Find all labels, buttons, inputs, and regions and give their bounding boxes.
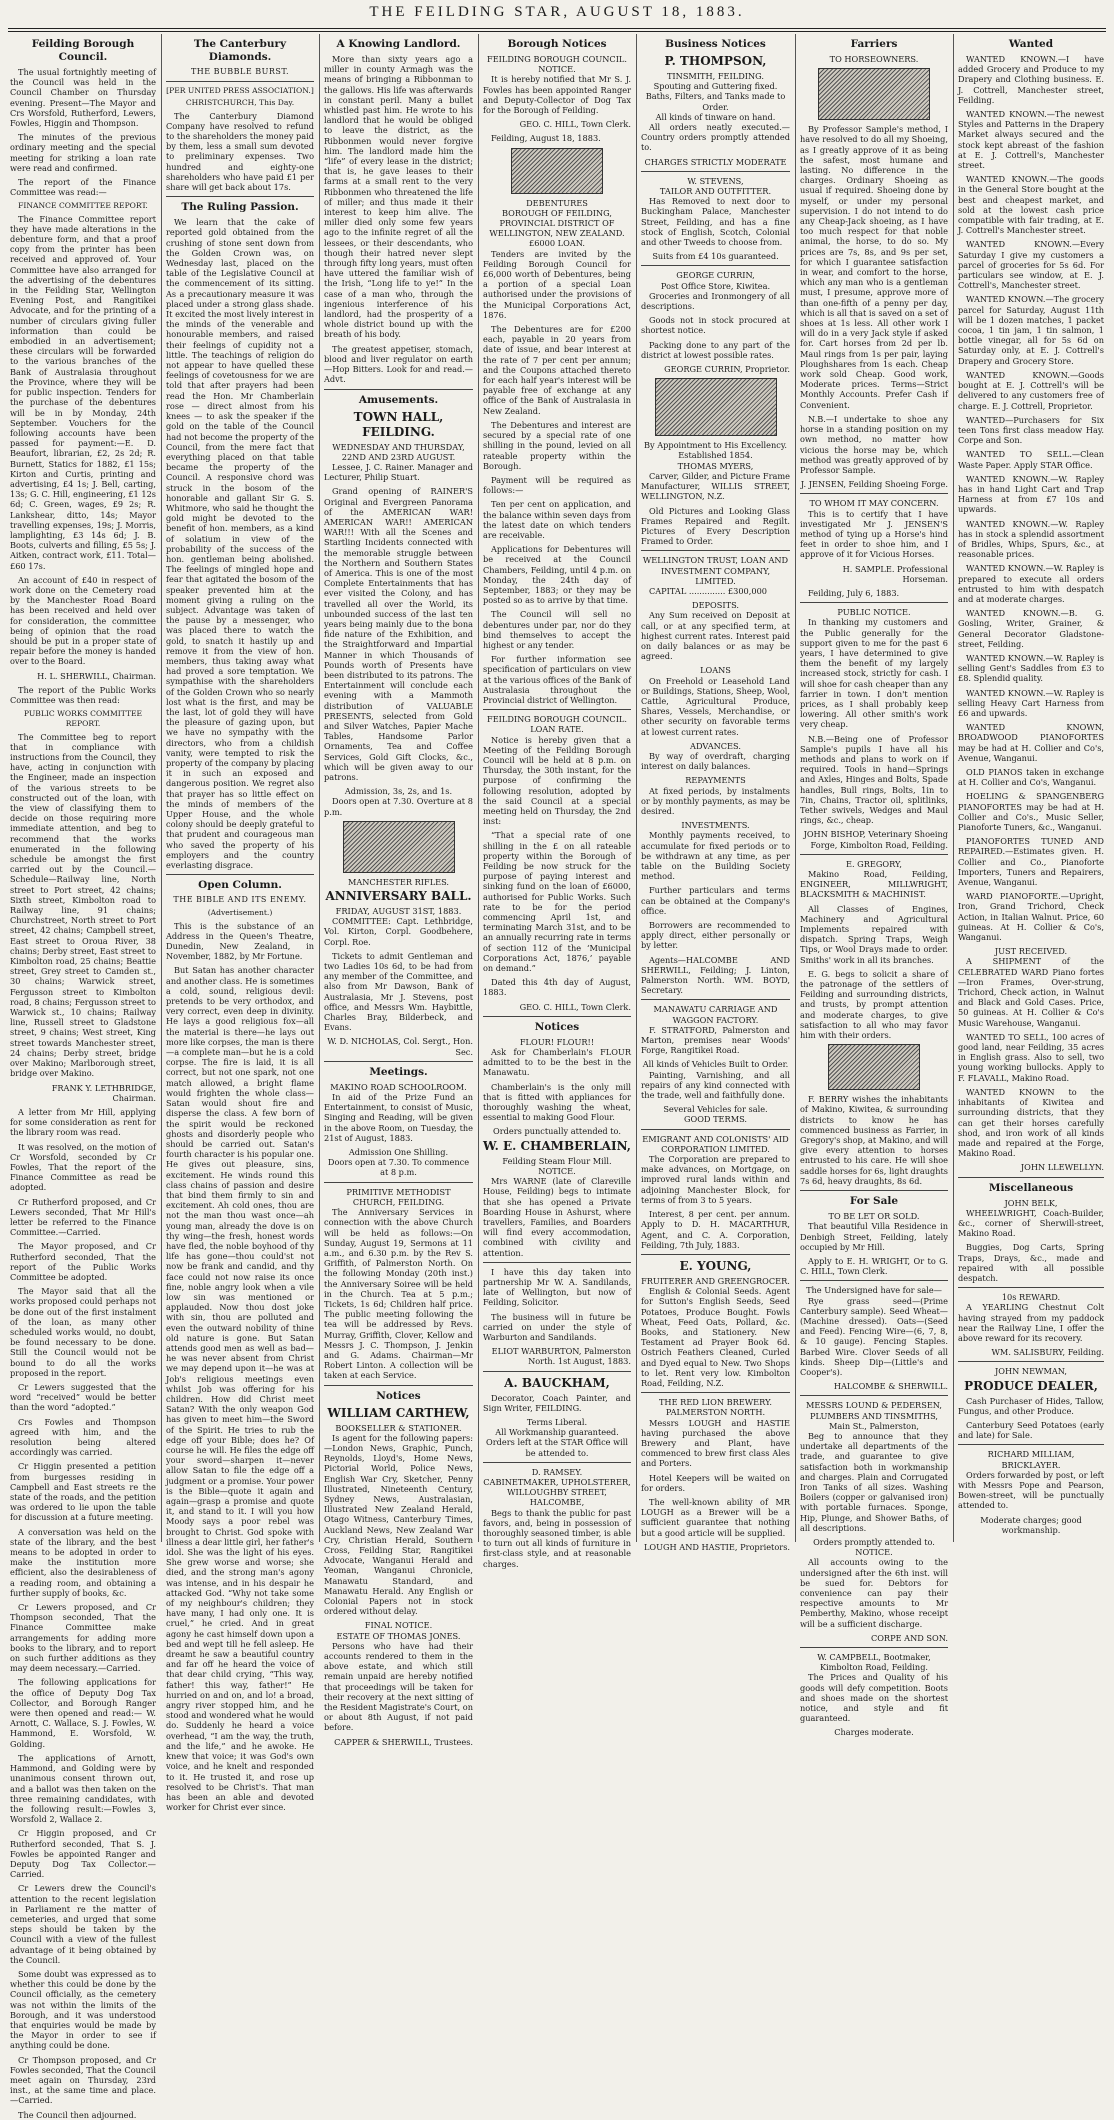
small-caption: PUBLIC WORKS COMMITTEE REPORT. [23,709,143,729]
centered-line: WELLINGTON TRUST, LOAN AND INVESTMENT COMPANY, LIMITED. [642,555,789,586]
centered-line: TINSMITH, FEILDING. [666,71,765,81]
centered-line: JOHN NEWMAN, [995,1366,1067,1377]
paragraph: The Council will sell no debentures under par, nor do they bind themselves to accept the highest or any tender. [483,609,631,650]
centered-line: LOAN RATE. [530,724,584,735]
paragraph: N.B.—I undertake to shoe any horse in a standing position on my own method, no matter how vicious the horse may be, which method was greatly approved of by Professor Sample. [800,413,948,475]
display-line: PRODUCE DEALER, [964,1378,1098,1393]
signature-line: J. JENSEN, Feilding Shoeing Forge. [800,479,948,490]
column-divider [478,34,479,1542]
separator-rule [958,1287,1104,1288]
display-line: P. THOMPSON, [664,54,767,68]
centered-line: ESTATE OF THOMAS JONES. [336,1630,461,1641]
paragraph: The greatest appetiser, stomach, blood and liver regulator on earth—Hop Bitters. Look for and read.—Advt. [324,343,473,385]
section-heading: Farriers [850,38,898,50]
paragraph: A YEARLING Chestnut Colt having strayed from my paddock near the Railway Line, I offer the above reward for its recovery. [958,1302,1104,1343]
centered-line: NOTICE. [538,64,576,75]
centered-line: All Workmanship guaranteed. [495,1427,619,1438]
centered-line: INVESTMENTS. [681,820,750,831]
paragraph: Rye grass seed—(Prime Canterbury sample). Seed Wheat—(Machine dressed). Oats—(Seed and Feed). Fencing Wire—(6, 7, 8, & 10 gauge). Fencing Staples. Barbed Wire. Clover Seeds of all kinds. Sheep Dip—(Little's and Cooper's). [800,1295,948,1377]
centered-line: FRUITERER AND GREENGROCER. [641,1275,790,1286]
engraving-image [511,148,603,194]
separator-rule [641,265,790,266]
column-3 [324,36,473,1747]
centered-line: REPAYMENTS [685,775,746,786]
masthead-rule-bottom [8,31,1106,32]
centered-line: D. RAMSEY. [531,1466,583,1477]
small-caption: CHRISTCHURCH, This Day. [185,98,295,108]
paragraph: Cr Lewers suggested that the word “received” would be better than the word “adopted.” [10,1381,156,1413]
centered-line: All kinds of tinware on hand. [655,111,776,122]
paragraph: By way of overdraft, charging interest on daily balances. [641,750,790,772]
centered-line: E. GREGORY, [846,858,902,869]
centered-line: JUST RECEIVED. [994,946,1068,957]
paragraph: By Professor Sample's method, I have resolved to do all my Shoeing, as I greatly approve of it as being the safest, most humane and lasting. No difference in the charges. Ordinary Shoeing as usual if required. Shoeing done by myself, or under my personal supervision. I do not intend to do any Cheap-Jack shoeing, as I have too much respect for that noble animal, the horse, to do so. My prices are 7s, 8s, and 9s per set, for which I guarantee satisfaction in wear, and comfort to the horse, which any man who is a gentleman must, I presume, approve more of than one-fifth of a penny per day, which is all that is saved on a set of shoes at 1s less. All other work I will do in a very Jack style if asked for. Cart horses from 2d per lb. Maul rings from 1s per pair, laying Ploughshares from 1s each. Cheap work sold Cheap. Good work, Moderate prices. Terms—Strict Monthly Accounts. Prefer Cash if Convenient. [800,124,948,410]
column-divider [161,34,162,1542]
centered-line: Admission One Shilling. [348,1147,449,1158]
centered-line: W. STEVENS, [687,175,744,186]
centered-line: Orders promptly attended to. [813,1536,935,1547]
paragraph: Goods not in stock procured at shortest notice. [641,315,790,336]
section-heading: For Sale [849,1195,899,1208]
centered-line: All kinds of Vehicles Built to Order. [642,1059,789,1070]
centered-line: TO BE LET OR SOLD. [828,1211,920,1222]
paragraph: Hotel Keepers will be waited on for orders. [641,1472,790,1493]
paragraph: WANTED KNOWN to the inhabitants of Kiwitea and surrounding districts, that they can get their horses carefully shod, and iron work of all kinds made and repaired at the Forge, Makino Road. [958,1086,1104,1159]
signature-line: H. L. SHERWILL, Chairman. [37,670,156,681]
paragraph: PIANOFORTES TUNED AND REPAIRED.—Estimates given. H. Collier and Co., Pianoforte Importers, Tuners and Repairers, Avenue, Wanganui. [958,836,1104,888]
paragraph: Any Sum received on Deposit at call, or at any specified term, at highest current rates. Interest paid on daily balances or as may be agreed. [641,610,790,662]
centered-line: Charges moderate. [834,1727,914,1738]
paragraph: The report of the Finance Committee was read:— [10,177,156,198]
paragraph: WANTED KNOWN, BROADWOOD PIANOFORTES may be had at H. Collier and Co's, Avenue, Wanganui. [958,722,1104,763]
centered-line: GOOD TERMS. [683,1114,748,1125]
separator-rule [324,389,473,390]
paragraph: Lessee, J. C. Rainer. Manager and Lecturer, Philip Stuart. [324,461,473,483]
paragraph: But Satan has another character and another class. He is sometimes a cold, sound, religious devil: pretends to be very orthodox, and very correct, even deep in divinity. He lays a good religious fox—all the material is there—he lays out more like corpses, the man is there—a complete man—but he is a cold corpse. The fire is laid, it is all correct, but not one spark, not one match allowed, a bright flame would frighten the whole class—Satan would shout fire and disperse the class. A few born of the spirit would be reckoned ghosts and disorderly people who should be carried out. Satan's fourth character is his popular one. He gives out pleasure, sins, excitement. He winds round this class chains of passion and desire that bind them firmly to sin and excitement. Ah cold ones, thou are not the man thou wast once—ah young man, already the dove is on thy wing—the fresh, honest words have fled, the noble boyhood of thy life has gone—thou could'st not now be frank and candid, and thy face could not now raise its once fine, noble angry look when a vile low sin was mentioned or applauded. Now thou dost joke with sin, thou are polluted and even the outward nobility of thine old nature is gone. But Satan attends good men as well as bad—he was never absent from Christ we may depend upon it—he was at Job's religious meetings even whilst Job was offering for his children. How did Christ meet Satan? With the only weapon God has given to meet him—the Sword of the Spirit. He tries to rub the edge off your Bible; does he? Of course he will. He files the edge off your sword—sharpen it—never allow Satan to file the edge off a judgment or a promise. Your power is the Bible—quote it again and again—grasp a promise and quote it, and stand to it. I will you how Moody says a poor rebel was brought to Christ. God spoke with illness a dear little girl, her father's idol. She was the light of his eyes. She grew worse and worse; she died, and the strong man's agony was intense, and in his despair he attacked God. “Why not take some of my neighbour's children; they have many, I had only one. It is cruel,” he cried. And in great agony he cast himself down upon a bed and wept till he fell asleep. He dreamt he saw a beautiful country and far off he heard the voice of that dear child crying, “This way, father! this way, father!” He hurried on and on, and lo! a broad, angry river stopped him, and he stood and wondered what he would do. Suddenly he heard a voice overhead, “I am the way, the truth, and the life,” and he awoke. He knew that voice; it was God's own voice, and he knelt and responded to it. He trusted it, and rose up resolved to be Christ's. That man has been an able and devoted worker for Christ ever since. [166,965,314,1813]
paragraph: This is to certify that I have investigated Mr J. JENSEN'S method of tying up a Horse's hind feet in order to shoe him, and I approve of it for Vicious Horses. [800,508,948,560]
paragraph: We learn that the cake of reported gold obtained from the crushing of stone sent down from the Golden Crown was, on Wednesday last, placed on the table of the Legislative Council at the commencement of its sitting. As a precautionary measure it was placed under a strong glass shade. It excited the most lively interest in the minds of the venerable and honourable members, and raised their feelings of cupidity not a little. The teachings of religion do not appear to have quelled these feelings of covetousness for we are told that after prayers had been read the Hon. Mr Chamberlain rose — direct almost from his knees — to ask the speaker if the gold on the table of the Council had not become the property of the Council, from the mere fact that everything placed on that table became the property of the Council. A responsive chord was struck in the bosom of the honorable and gallant Sir G. S. Whitmore, who said he thought the gold might be devoted to the benefit of hon. members, as a kind of solatium in view of the probability of the success of the hon. gentleman being abolished. The feelings of mingled hope and fear that agitated the bosom of the speaker prevented him at the moment giving a ruling on the subject. Advantage was taken of the pause by a messenger, who was placed there to watch the gold, to snatch it hastily up and remove it from the view of hon. members, thus taking away what had proved a sore temptation. We sympathise with the shareholders of the Golden Crown who so nearly lost what is the first, and may be the last, lot of gold they will have the pleasure of gazing upon, but we have no sympathy with the directors, who from a childish vanity, were tempted to risk the property of the company by placing it in such an exposed and dangerous position. We regret also that prayer has so little effect on the minds of members of the Upper House, and the whole colony should be deeply grateful to that prudent and courageous man who saved the property of his employers and the country everlasting disgrace. [166,217,315,871]
paragraph: The following applications for the office of Deputy Dog Tax Collector, and Borough Ranger were then opened and read:— W. Arnott, C. Wallace, S. J. Fowles, W. Hammond, E. Worsfold, W. Golding. [10,1677,156,1749]
column-4 [483,36,631,1569]
centered-line: PALMERSTON NORTH. [665,1407,766,1418]
centered-line: W. CAMPBELL, Bootmaker, Kimbolton Road, Feilding. [817,1652,931,1673]
signature-line: HALCOMBE & SHERWILL. [833,1381,948,1392]
paragraph: Some doubt was expressed as to whether this could be done by the Council officially, as the cemetery was not within the limits of the Borough, and it was understood that enquiries would be made by the Mayor in order to see if anything could be done. [10,1968,156,2051]
separator-rule [483,1371,631,1372]
paragraph: Ask for Chamberlain's FLOUR admitted to to be the best in the Manawatu. [483,1047,631,1078]
paragraph: Tenders are invited by the Feilding Borough Council for £6,000 worth of Debentures, being a portion of a special Loan authorised under the provisions of the Municipal Corporations Act, 1876. [483,248,631,320]
paragraph: Agents—HALCOMBE AND SHERWILL, Feilding; J. Linton, Palmerston North. WM. BOYD, Secretary. [641,954,790,996]
centered-line: Moderate charges; good workmanship. [980,1514,1082,1535]
paragraph: The Committee beg to report that in compliance with instructions from the Council, they have, acting in conjunction with the Engineer, made an inspection of the various streets to be constructed out of the loan, with the view of classifying them to decide on those requiring more immediate attention, and beg to recommend that the works enumerated in the following schedule be amongst the first carried out by the Council.—Schedule—Railway line, North street to Port street, 42 chains; Sixth street, Kimbolton road to Railway line, 91 chains; Churchstreet, North street to Port street, 42 chains; Campbell street, East street to Oroua River, 38 chains; Derby street, East street to Kimbolton road, 25 chains; Beattie street, Grey street to Camden st., 30 chains; Warwick street, Fergusson street to Kimbolton road, 8 chains; Fergusson street to Warwick st., 10 chains; Railway line, Russell street to Gladstone street, 9 chains; West street, King street towards Manchester street, 24 chains; Derby street, bridge over Makino; Marlborough street, bridge over Makino. [10,731,156,1079]
signature-line: ELIOT WARBURTON, Palmerston North. 1st August, 1883. [491,1346,631,1367]
separator-rule [800,1280,948,1281]
paragraph: F. BERRY wishes the inhabitants of Makino, Kiwitea, & surrounding districts to know he has commenced business as Farrier, in Gregory's shop, at Makino, and will give every attention to horses entrusted to his care. He will shoe saddle horses for 6s, light draughts 7s 6d, heavy draughts, 8s 6d. [800,1094,948,1186]
paragraph: Cr Thompson proposed, and Cr Fowles seconded, That the Council meet again on Thursday, 23rd inst., at the same time and place.—Carried. [10,2054,156,2106]
paragraph: Buggies, Dog Carts, Spring Traps, Drays, &c., made and repaired with all possible despatch. [958,1242,1104,1283]
separator-rule [166,81,314,82]
paragraph: Mrs WARNE (late of Clareville House, Feilding) begs to intimate that she has opened a Private Boarding House in Ashurst, where travellers, Families, and Boarders will find every accommodation, combined with civility and attention. [483,1176,631,1258]
small-caption: (Advertisement.) [207,908,273,918]
paragraph: Orders forwarded by post, or left with Messrs Pope and Pearson, Bowen-street, will be punctually attended to. [958,1469,1104,1511]
separator-rule [483,1462,631,1463]
signature-line: GEORGE CURRIN, Proprietor. [664,364,790,375]
paragraph: I have this day taken into partnership Mr W. A. Sandilands, late of Wellington, but now of Feilding, Solicitor. [483,1266,631,1308]
separator-rule [958,1177,1104,1178]
separator-rule [800,1647,948,1648]
centered-line: TO WHOM IT MAY CONCERN. [809,498,939,509]
display-line: W. E. CHAMBERLAIN, [483,1138,631,1153]
separator-rule [641,171,790,172]
paragraph: Interest, 8 per cent. per annum. Apply to D. H. MACARTHUR, Agent, and C. A. Corporation, Feilding, 7th July, 1883. [641,1209,790,1250]
paragraph: The Mayor proposed, and Cr Rutherford seconded, That the report of the Public Works Committee be adopted. [10,1241,156,1282]
centered-line: MAKINO ROAD SCHOOLROOM. [330,1081,467,1092]
centered-line: Admission, 3s, 2s, and 1s. [344,786,453,797]
paragraph: A conversation was held on the state of the library, and the best means to be adopted in order to make the institution more efficient, also the desirableness of a reading room, and obtaining a further supply of books, &c. [10,1526,156,1598]
column-divider [636,34,637,1542]
subheading: THE BIBLE AND ITS ENEMY. [173,895,307,905]
centered-line: GEORGE CURRIN, [676,270,755,281]
paragraph: All accounts owing to the undersigned after the 6th inst. will be sued for. Debtors for convenience can pay their respective amounts to Mr Pemberthy, Makino, whose receipt will be a sufficient discharge. [800,1557,948,1629]
centered-line: £6000 LOAN. [529,238,585,249]
paragraph: WANTED KNOWN.—The grocery parcel for Saturday, August 11th will be 1 dozen matches, 1 packet cocoa, 1 tin jam, 1 tin salmon, 1 bottle vinegar, all for 5s 6d on Saturday only, at E. J. Cottrell's Drapery and Grocery Store. [958,294,1104,366]
paragraph: A SHIPMENT of the CELEBRATED WARD Piano fortes—Iron Frames, Over-strung, Trichord, Check action, in Walnut and Black and Gold Cases. Price, 50 guineas. At H. Collier & Co's Music Warehouse, Wanganui. [958,956,1104,1028]
paragraph: A letter from Mr Hill, applying for some consideration as rent for the library room was read. [10,1106,156,1138]
centered-line: MANCHESTER RIFLES. [347,876,450,887]
centered-line: DEPOSITS. [692,600,739,611]
paragraph: Ten per cent on application, and the balance within seven days from the latest date on which tenders are receivable. [483,499,631,540]
paragraph: Painting, Varnishing, and all repairs of any kind connected with the trade, well and faithfully done. [641,1069,790,1101]
centered-line: Orders left at the STAR Office will be attended to. [486,1437,628,1458]
paragraph: Cr Rutherford proposed, and Cr Lewers seconded, That Mr Hill's letter be referred to the Finance Committee.—Carried. [10,1196,156,1238]
separator-rule [324,1182,473,1183]
centered-line: TO HORSEOWNERS. [829,54,919,64]
paragraph: Decorator, Coach Painter, and Sign Writer, FEILDING. [483,1392,631,1413]
signature-line: GEO. C. HILL, Town Clerk. [519,119,631,130]
paragraph: Further particulars and terms can be obtained at the Company's office. [641,885,790,916]
paragraph: At fixed periods, by instalments or by monthly payments, as may be desired. [641,785,790,816]
paragraph: Notice is hereby given that a Meeting of the Feilding Borough Council will be held at 8 p.m. on Thursday, the 30th instant, for the purpose of confirming the following resolution, adopted by the said Council at a special meeting held on Thursday, the 2nd inst: [483,734,631,827]
paragraph: E. G. begs to solicit a share of the patronage of the settlers of Feilding and surrounding districts, and trusts, by prompt attention and moderate charges, to give satisfaction to all who may favor him with their orders. [800,968,948,1041]
separator-rule [641,999,790,1000]
centered-line: The Undersigned have for sale— [806,1285,942,1296]
small-caption: FINANCE COMMITTEE REPORT. [18,201,148,211]
paragraph: Carver, Gilder, and Picture Frame Manufacturer, WILLIS STREET, WELLINGTON, N.Z. [641,470,790,502]
centered-line: CABINETMAKER, UPHOLSTERER, WILLOUGHBY STREET, HALCOMBE, [483,1476,631,1508]
display-line: A. BAUCKHAM, [504,1375,610,1390]
separator-rule [641,1392,790,1393]
paragraph: Chamberlain's is the only mill that is fitted with appliances for thoroughly washing the wheat, essential to making Good Flour. [483,1081,631,1123]
separator-rule [166,196,314,197]
paragraph: Cash Purchaser of Hides, Tallow, Fungus, and other Produce. [958,1395,1104,1416]
centered-line: By Appointment to His Excellency. Established 1854. [643,440,788,461]
paragraph: WANTED KNOWN.—The goods in the General Store bought at the best and cheapest market, and sold at the lowest cash price compatible with fair trading, at E. J. Cottrell's Manchester street. [958,174,1104,236]
paragraph: Applications for Debentures will be received at the Council Chambers, Feilding, until 4 p.m. on Monday, the 24th day of September, 1883; or they may be posted so as to arrive by that time. [483,544,631,606]
section-heading: Notices [534,1020,580,1033]
paragraph: The usual fortnightly meeting of the Council was held in the Council Chamber on Thursday evening. Present—The Mayor and Crs Worsfold, Rutherford, Lewers, Fowles, Higgin and Thompson. [10,67,156,129]
paragraph: The well-known ability of MR LOUGH as a Brewer will be a sufficient guarantee that nothing but a good article will be supplied. [641,1496,790,1538]
section-heading: Business Notices [665,38,766,50]
paragraph: All Classes of Engines, Machinery and Agricultural Implements repaired with dispatch. Spring Traps, Weigh Tips, or Wool Drays made to order. Smiths' work in all its branches. [800,903,948,965]
paragraph: Dated this 4th day of August, 1883. [483,977,631,998]
paragraph: WANTED TO SELL.—Clean Waste Paper. Apply STAR Office. [958,449,1104,470]
centered-line: NOTICE. [855,1547,893,1558]
centered-line: THE RED LION BREWERY. [658,1397,773,1408]
paragraph: “That a special rate of one shilling in the £ on all rateable property within the Borough of Feilding be now struck for the purpose of paying interest and sinking fund on the loan of £6000, authorised for Public Works. Such rate to be for the period commencing April 1st, and terminating March 31st, and to be an annually recurring rate in terms of section 112 of the ‘Municipal Corporations Act, 1876,’ payable on demand.” [483,830,631,974]
centered-line: THOMAS MYERS, [677,460,754,471]
signature-line: W. D. NICHOLAS, Col. Sergt., Hon. Sec. [327,1036,473,1057]
separator-rule [800,1190,948,1191]
paragraph: Beg to announce that they undertake all departments of the trade, and guarantee to give satisfaction both in workmanship and charges. Plain and Corrugated Iron Tanks of all sizes. Washing Boilers (copper or galvanised iron) with portable furnaces. Sponge, Hip, Plunge, and Shower Baths, of all descriptions. [800,1430,948,1533]
signature-line: WM. SALISBURY, Feilding. [991,1347,1104,1358]
paragraph: Borrowers are recommended to apply direct, either personally or by letter. [641,920,790,951]
column-divider [953,34,954,1542]
paragraph: N.B.—Being one of Professor Sample's pupils I have all his methods and plans to work on if required. Tools in hand—Springs and Axles, Hinges and Bolts, Spade handles, Bull rings, Bolts, 1in to 7in, Chains, Tractor oil, splitlinks, Tether swivels, Wedges and Maul rings, &c., cheap. [800,733,948,826]
paragraph: Feilding, July 6, 1883. [808,587,900,598]
paragraph: More than sixty years ago a miller in county Armagh was the means of bringing a Ribbonman to the gallows. His life was afterwards in constant peril. Many a bullet whistled past him. He wrote to his landlord that he would be obliged to leave the district, as the Ribbonmen would never forgive him. The landlord made him the “life” of every lease in the district; that is, he gave leases to their farms at a small rent to the very Ribbonmen who threatened the life of miller; and thus made it their interest to keep him alive. The miller died only some few years ago to the infinite regret of all the lessees, or their descendants, who though their hatred never slept through fifty long years, must often have uttered the familiar wish of the Irish, “Long life to ye!” In the case of a man who, through the ingenious interference of his landlord, had the prosperity of a whole district bound up with the breath of his body. [324,54,473,340]
paragraph: WANTED KNOWN.—W. Rapley is selling Gent's Saddles from £3 to £8. Splendid quality. [958,652,1104,684]
masthead: THE FEILDING STAR, AUGUST 18, 1883. [369,4,745,20]
separator-rule [166,874,314,875]
separator-rule [641,1254,790,1255]
engraving-image [343,821,455,873]
paragraph: WANTED KNOWN.—I have added Grocery and Produce to my Drapery and Clothing business. E. J. Cottrell, Manchester street, Feilding. [958,54,1104,105]
centered-line: Suits from £4 10s guaranteed. [652,251,779,262]
display-line: ANNIVERSARY BALL. [325,889,472,904]
paragraph: The report of the Public Works Committee was then read: [10,684,156,705]
separator-rule [800,854,948,855]
paragraph: Tickets to admit Gentleman and two Ladies 10s 6d, to be had from any member of the Committee, and also from Mr Dawson, Bank of Australasia, Mr J. Stevens, post office, and Messrs Wm. Haybittle, Charles Bray, Bilderbeck, and Evans. [324,950,473,1033]
centered-line: Post Office Store, Kiwitea. [660,280,771,291]
paragraph: Cr Lewers drew the Council's attention to the recent legislation in Parliament re the matter of cemeteries, and urged that some steps should be taken by the Council with a view of the fullest advantage of it being obtained by the Council. [10,1883,156,1965]
separator-rule [483,1016,631,1017]
paragraph: Messrs LOUGH and HASTIE having purchased the above Brewery and Plant, have commenced to brew first class Ales and Porters. [641,1417,790,1469]
column-7 [958,36,1104,1541]
paragraph: The Council then adjourned. [18,2109,137,2120]
paragraph: Grand opening of RAINER'S Original and Evergreen Panorama of the AMERICAN WAR! AMERICAN WAR!! AMERICAN WAR!!! With all the Scenes and Startling Incidents connected with the memorable struggle between the Northern and Southern States of America. This is one of the most Complete Entertainments that has ever visited the Colony, and has travelled all over the World, its unbounded success of the last ten years being mainly due to the bona fide nature of the Exhibition, and the Straightforward and Impartial Manner in which Thousands of Pounds worth of Presents have been distributed to its patrons. The Entertainment will conclude each evening with a Mammoth distribution of VALUABLE PRESENTS, selected from Gold and Silver Watches, Papier Mache Tables, Handsome Parlor Ornaments, Tea and Coffee Services, Gold Gift Clocks, &c., which will be given away to our patrons. [324,486,473,782]
paragraph: For further information see specification of particulars on view at the various offices of the Bank of Australasia throughout the Provincial district of Wellington. [483,654,631,705]
section-heading: Miscellaneous [988,1181,1074,1194]
paragraph: Canterbury Seed Potatoes (early and late) for Sale. [958,1419,1104,1441]
paragraph: Has Removed to next door to Buckingham Palace, Manchester Street, Feilding, and has a fine stock of English, Scotch, Colonial and other Tweeds to choose from. [641,196,790,248]
centered-line: FEILDING BOROUGH COUNCIL. [487,54,627,64]
centered-line: JOHN BELK, [1004,1197,1058,1208]
separator-rule [641,550,790,551]
paragraph: WANTED KNOWN.—Every Saturday I give my customers a parcel of groceries for 5s 6d. For particulars see window, at E. J. Cottrell's, Manchester street. [958,239,1104,291]
separator-rule [324,1061,473,1062]
section-heading: Borough Notices [507,38,607,50]
signature-line: CORPE AND SON. [870,1632,948,1643]
paragraph: This is the substance of an Address in the Queen's Theatre, Dunedin, New Zealand, in November, 1882, by Mr Fortune. [166,920,314,962]
masthead-rule-top [8,28,1106,29]
centered-line: RICHARD MILLIAM, BRICKLAYER. [987,1449,1075,1470]
paragraph: COMMITTEE: Capt. Lethbridge, Vol. Kirton, Corpl. Goodbehere, Corpl. Roe. [324,916,473,947]
centered-line: BOOKSELLER & STATIONER. [335,1422,462,1433]
paragraph: The Finance Committee report they have made alterations in the debenture form, and that a proof copy from the printer has been received and approved of. Your Committee have also arranged for the advertising of the debentures in the Feilding Star, Wellington Evening Post, and Rangitikei Advocate, and for the printing of a number of circulars giving fuller information than could be embodied in an advertisement; these circulars will be forwarded to the various branches of the Bank of Australasia throughout the Province, where they will be for public inspection. Tenders for the purchase of the debentures will be in by Monday, 24th September. Vouchers for the following accounts have been passed for payment:—E. D. Beaufort, librarian, £2, 2s 2d; R. Burnett, Statics for 1882, £1 15s; Kirton and Curtis, printing and advertising, £4 1s; J. Bell, carting, 13s; G. C. Hill, engineering, £1 12s 6d; C. Green, wages, £9 2s; R. Lankshear, ditto, 14s; Mayor travelling expenses, 19s; J. Morris, lamplighting, £3 14s 6d; J. B. Boots, culverts and filling, £5 5s; J. Aitken, contract work, £11. Total—£60 17s. [10,213,156,571]
engraving-image [828,1044,920,1090]
paragraph: Begs to thank the public for past favors, and, being in possession of thoroughly seasoned timber, is able to turn out all kinds of furniture in first-class style, and at reasonable charges. [483,1507,631,1569]
separator-rule [483,709,631,710]
paragraph: WANTED—Purchasers for Six teen Tons first class meadow Hay. Corpe and Son. [958,414,1104,446]
paragraph: WANTED KNOWN.—W. Rapley is prepared to execute all orders entrusted to him with despatch and at moderate charges. [958,563,1104,604]
paragraph: Is agent for the following papers:—London News, Graphic, Punch, Reynolds, Lloyd's, Home News, Pictorial World, Police News, English War Cry, Sketcher, Penny Illustrated, Nineteenth Century, Sydney News, Australasian, Illustrated New Zealand Herald, Otago Witness, Canterbury Times, Auckland News, New Zealand War Cry, Christian Herald, Southern Cross, Feilding Star, Rangitikei Advocate, Wanganui Herald and Yeoman, Wanganui Chronicle, Manawatu Standard, and Manawatu Herald. Any English or Colonial Papers not in stock ordered without delay. [324,1432,473,1617]
engraving-image [818,68,930,120]
centered-line: Several Vehicles for sale. [663,1104,768,1115]
paragraph: HOELING & SPANGENBERG PIANOFORTES may be had at H. Collier and Co's., Music Seller, Pianoforte Tuners, &c., Wanganui. [958,791,1104,833]
paragraph: Cr Higgin proposed, and Cr Rutherford seconded, That S. J. Fowles be appointed Ranger and Deputy Dog Tax Collector.—Carried. [10,1828,156,1880]
paragraph: English & Colonial Seeds. Agent for Sutton's English Seeds, Seed Potatoes, Produce Bought. Fowls Wheat, Feed Oats, Pollard, &c. Books, and Stationery. New Testament ad Prayer Book 6d. Ostrich Feathers Cleaned, Curled and Dyed equal to New. Two Shops to let. Rent very low. Kimbolton Road, Feilding, N.Z. [641,1286,790,1388]
paragraph: WARD PIANOFORTE.—Upright, Iron, Grand Trichord, Check Action, in Italian Walnut. Price, 60 guineas. At H. Collier & Co's, Wanganui. [958,891,1104,943]
centered-line: LOANS [700,665,731,676]
section-heading: The Ruling Passion. [181,201,299,214]
paragraph: The Canterbury Diamond Company have resolved to refund to the shareholders the money paid by them, less a small sum devoted to preliminary expenses. Two hundred and eighty-one shareholders who have paid £1 per share will get back about 17s. [166,110,314,193]
separator-rule [483,1262,631,1263]
signature-line: CAPPER & SHERWILL, Trustees. [334,1736,473,1747]
centered-line: Doors open at 7.30. To commence at 8 p.m. [327,1157,470,1178]
paragraph: The Debentures and interest are secured by a special rate of one shilling in the pound, levied on all rateable property within the Borough. [483,419,631,471]
paragraph: WANTED KNOWN.—The newest Styles and Patterns in the Drapery Market always secured and the stock kept abreast of the fashion at E. J. Cottrell's, Manchester street. [958,109,1104,171]
column-2 [166,36,315,1813]
paragraph: The Prices and Quality of his goods will defy competition. Boots and shoes made on the shortest notice, and style and fit guaranteed. [800,1672,948,1724]
section-heading: Feilding Borough Council. [31,38,135,63]
paragraph: It was resolved, on the motion of Cr Worsfold, seconded by Cr Fowles, That the report of the Finance Committee as read be adopted. [10,1141,156,1193]
signature-line: JOHN LLEWELLYN. [1020,1162,1104,1173]
separator-rule [958,1444,1104,1445]
separator-rule [800,493,948,494]
paragraph: The minutes of the previous ordinary meeting and the special meeting for striking a loan rate were read and confirmed. [10,132,156,173]
centered-line: MESSRS LOUND & PEDERSEN, PLUMBERS AND TINSMITHS, Main St., Palmerston, [805,1400,943,1431]
centered-line: Spouting and Guttering fixed. [653,81,778,92]
paragraph: Monthly payments received, to accumulate for fixed periods or to be withdrawn at any time, as per table on the Building Society method. [641,830,790,882]
section-heading: Notices [376,1389,421,1402]
centered-line: ADVANCES. [690,740,741,751]
paragraph: Crs Fowles and Thompson agreed with him, and the resolution being altered accordingly was carried. [10,1416,156,1458]
paragraph: Feilding, August 18, 1883. [491,133,601,144]
paragraph: That beautiful Villa Residence in Denbigh Street, Feilding, lately occupied by Mr Hill. [800,1221,948,1252]
paragraph: In thanking my customers and the Public generally for the support given to me for the past 6 years, I have determined to give them the benefit of my largely increased stock, strictly for cash. I will shoe for cash cheaper than any farrier in town. I don't mention prices, as I shall probably keep lowering. All other smith's work very cheap. [800,617,948,730]
section-heading: Open Column. [198,879,282,892]
section-heading: Amusements. [358,393,439,406]
paragraph: Makino Road, Feilding, ENGINEER, MILLWRIGHT, BLACKSMITH & MACHINIST. [800,869,948,900]
centered-line: WEDNESDAY AND THURSDAY, 22ND AND 23RD AUGUST. [332,441,465,462]
centered-line: BOROUGH OF FEILDING, PROVINCIAL DISTRICT OF WELLINGTON, NEW ZEALAND. [489,207,625,239]
centered-line: Baths, Filters, and Tanks made to Order. [645,91,786,112]
paragraph: Persons who have had their accounts rendered to them in the above estate, and which still remain unpaid are hereby notified that proceedings will be taken for their recovery at the next sitting of the Resident Magistrate's Court, on or about 8th August, if not paid before. [324,1640,473,1733]
signature-line: FRANK Y. LETHBRIDGE, Chairman. [51,1082,156,1103]
column-6 [800,36,948,1738]
paragraph: WANTED KNOWN.—W. Rapley has in hand Light Cart and Trap Harness at from £7 10s and upwards. [958,473,1104,515]
paragraph: The business will in future be carried on under the style of Warburton and Sandilands. [483,1311,631,1342]
paragraph: All orders neatly executed.—Country orders promptly attended to. [641,122,790,153]
paragraph: The applications of Arnott, Hammond, and Golding were by unanimous consent thrown out, and a ballot was then taken on the three remaining candidates, with the following result:—Fowles 3, Worsfold 2, Wallace 2. [10,1752,156,1825]
section-heading: The Canterbury Diamonds. [193,38,287,63]
centered-line: CHARGES STRICTLY MODERATE [644,156,787,167]
signature-line: H. SAMPLE. Professional Horseman. [842,563,948,584]
centered-line: TAILOR AND OUTFITTER. [659,186,772,197]
separator-rule [958,1361,1104,1362]
paragraph: WANTED KNOWN.—W. Rapley is selling Heavy Cart Harness from £6 and upwards. [958,687,1104,718]
paragraph: On Freehold or Leasehold Land or Buildings, Stations, Sheep, Wool, Cattle, Agricultural Produce, Shares, Vessels, Merchandise, or other security on favorable terms at lowest current rates. [641,675,791,737]
centered-line: 10s REWARD. [1001,1292,1061,1303]
paragraph: WANTED KNOWN.—B. G. Gosling, Writer, Grainer, & General Decorator Gladstone-street, Feilding. [958,608,1104,649]
centered-line: MANAWATU CARRIAGE AND WAGGON FACTORY. [653,1004,778,1025]
column-5 [641,36,791,1552]
paragraph: The Corporation are prepared to make advances, on Mortgage, on improved rural lands within and adjoining Manchester Block, for terms of from 3 to 5 years. [641,1154,790,1205]
display-line: E. YOUNG, [679,1258,752,1273]
column-1 [10,36,156,2120]
centered-line: FLOUR! FLOUR!! [519,1036,595,1047]
centered-line: FEILDING BOROUGH COUNCIL. [487,714,627,725]
paragraph: An account of £40 in respect of work done on the Cemetery road by the Manchester Road Board has been received and held over for consideration, the committee being of opinion that the road should be put in a proper state of repair before the money is handed over to the Board. [10,574,156,667]
centered-line: EMIGRANT AND COLONISTS' AID CORPORATION LIMITED. [642,1133,789,1154]
paragraph: Payment will be required as follows:— [483,474,631,496]
paragraph: Cr Lewers proposed, and Cr Thompson seconded, That the Finance Committee make arrangements for adding more books to the library, and to report on such further additions as they may deem necessary.—Carried. [10,1602,156,1674]
centered-line: PUBLIC NOTICE. [837,607,911,618]
centered-line: NOTICE. [538,1165,576,1176]
paragraph: The Anniversary Services in connection with the above Church will be held as follows:—On Sunday, August 19, Sermons at 11 a.m., and 6.30 p.m. by the Rev S. Griffith, of Palmerston North. On the following Monday (20th inst.) the Anniversary Soiree will be held in the Church. Tea at 5 p.m.; Tickets, 1s 6d; Children half price. The public meeting following the tea will be addressed by Revs. Murray, Griffith, Clover, Kellow and Messrs J. C. Thompson, J. Jenkin and G. Adams. Chairman—Mr Robert Linton. A collection will be taken at each Service. [324,1207,473,1381]
paragraph: In aid of the Prize Fund an Entertainment, to consist of Music, Singing and Reading, will be given in the above Room, on Tuesday, the 21st of August, 1883. [324,1092,473,1143]
separator-rule [800,1395,948,1396]
column-divider [795,34,796,1542]
paragraph: The Debentures are for £200 each, payable in 20 years from date of issue, and bear interest at the rate of 7 per cent per annum; and the Coupons attached thereto for each half year's interest will be payable free of exchange at any office of the Bank of Australasia in New Zealand. [483,324,631,416]
centered-line: FRIDAY, AUGUST 31ST, 1883. [335,906,462,917]
display-line: WILLIAM CARTHEW, [327,1405,470,1420]
paragraph: CAPITAL .............. £300,000 [649,585,767,596]
signature-line: GEO. C. HILL, Town Clerk. [519,1001,631,1012]
paragraph: The Mayor said that all the works proposed could perhaps not be done out of the first instalment of the loan, as many other scheduled works would, no doubt, be found necessary to be done. Still the Council would not be bound to do all the works proposed in the report. [10,1286,156,1378]
paragraph: Old Pictures and Looking Glass Frames Repaired and Regilt. Pictures of Every Description Framed to Order. [641,505,790,547]
paragraph: OLD PIANOS taken in exchange at H. Collier and Co's, Wanganui. [958,767,1104,788]
separator-rule [324,1385,473,1386]
subheading: THE BUBBLE BURST. [190,67,290,76]
centered-line: DEBENTURES [526,197,588,208]
paragraph: Packing done to any part of the district at lowest possible rates. [641,339,790,360]
paragraph: F. STRATFORD, Palmerston and Marton, premises near Woods' Forge, Rangitikei Road. [641,1024,790,1056]
centered-line: FINAL NOTICE. [364,1620,433,1631]
paragraph: Doors open at 7.30. Overture at 8 p.m. [324,796,473,817]
separator-rule [641,1129,790,1130]
signature-line: LOUGH AND HASTIE, Proprietors. [643,1541,790,1552]
paragraph: Cr Higgin presented a petition from burgesses residing in Campbell and East streets re the state of the roads, and the petition was ordered to lie upon the table for discussion at a future meeting. [10,1461,156,1523]
paragraph: Groceries and Ironmongery of all descriptions. [641,290,790,312]
section-heading: Wanted [1008,38,1054,50]
small-caption: [PER UNITED PRESS ASSOCIATION.] [166,86,314,96]
paragraph: WANTED KNOWN.—W. Rapley has in stock a splendid assortment of Bridles, Whips, Spurs, &c., at reasonable prices. [958,518,1104,560]
centered-line: Feilding Steam Flour Mill. [502,1155,612,1166]
paragraph: WHEELWRIGHT, Coach-Builder, &c., corner of Sherwill-street, Makino Road. [958,1207,1104,1239]
section-heading: A Knowing Landlord. [336,38,461,50]
separator-rule [800,602,948,603]
engraving-image [655,378,777,436]
display-line: TOWN HALL, FEILDING. [353,409,444,439]
centered-line: Terms Liberal. [526,1416,588,1427]
paragraph: WANTED KNOWN.—Goods bought at E. J. Cottrell's will be delivered to any customers free of charge. E. J. Cottrell, Proprietor. [958,369,1104,411]
centered-line: PRIMITIVE METHODIST CHURCH, FEILDING. [346,1186,451,1207]
paragraph: It is hereby notified that Mr S. J. Fowles has been appointed Ranger and Deputy-Collector of Dog Tax for the Borough of Feilding. [483,74,631,116]
paragraph: WANTED TO SELL, 100 acres of good land, near Feilding, 35 acres in English grass. Also to sell, two young working bullocks. Apply to F. FLAVALL, Makino Road. [958,1031,1104,1083]
signature-line: JOHN BISHOP, Veterinary Shoeing Forge, Kimbolton Road, Feilding. [803,829,948,850]
column-divider [319,34,320,1542]
paragraph: Apply to E. H. WRIGHT, Or to G. C. HILL, Town Clerk. [800,1255,948,1277]
section-heading: Meetings. [369,1065,428,1078]
centered-line: Orders punctually attended to. [493,1126,621,1137]
